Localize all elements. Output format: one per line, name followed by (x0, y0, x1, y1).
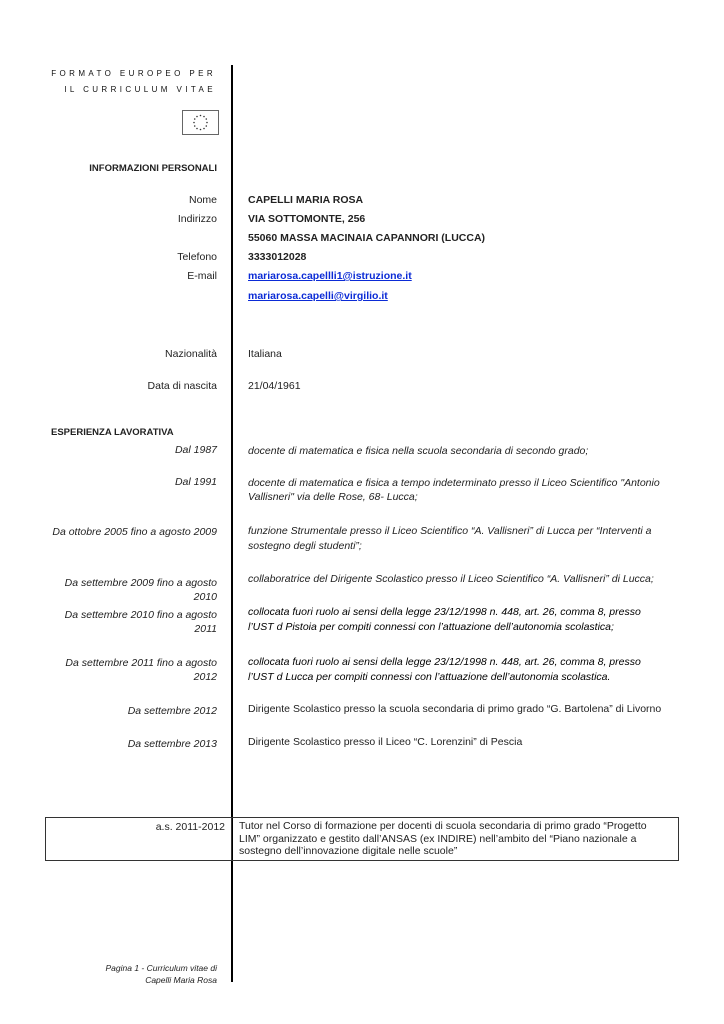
experience-text: collaboratrice del Dirigente Scolastico presso il Liceo Scientifico “A. Vallisneri” di Lucca; (248, 573, 654, 585)
name-label: Nome (188, 194, 217, 206)
phone-value: 3333012028 (248, 251, 307, 263)
experience-date: Dal 1991 (174, 476, 217, 488)
nationality-label: Nazionalità (165, 348, 217, 360)
experience-date: Da settembre 2011 fino a agosto 2012 (65, 657, 217, 683)
email-link-1[interactable]: mariarosa.capellli1@istruzione.it (248, 270, 412, 282)
experience-date: Da settembre 2012 (127, 705, 217, 717)
training-date: a.s. 2011-2012 (155, 821, 225, 833)
address-line1: VIA SOTTOMONTE, 256 (248, 213, 366, 225)
experience-text: docente di matematica e fisica nella scuola secondaria di secondo grado; (248, 445, 589, 457)
experience-text: docente di matematica e fisica a tempo indeterminato presso il Liceo Scientifico "Antonio Vallisneri" via delle Rose, 68- Lucca; (248, 477, 660, 503)
footer-line1: Pagina 1 - Curriculum vitae di (105, 963, 217, 973)
cv-title-line1: FORMATO EUROPEO PER (51, 69, 216, 78)
experience-date: Dal 1987 (174, 444, 217, 456)
experience-text: collocata fuori ruolo ai sensi della legge 23/12/1998 n. 448, art. 26, comma 8, presso l’UST d Lucca per compiti connessi con l’attuazione dell’autonomia scolastica. (248, 656, 641, 683)
phone-label: Telefono (177, 251, 217, 263)
footer-line2: Capelli Maria Rosa (145, 975, 217, 985)
experience-text: Dirigente Scolastico presso la scuola secondaria di primo grado “G. Bartolena” di Livorno (248, 703, 662, 715)
box-divider (231, 818, 232, 860)
name-value: CAPELLI MARIA ROSA (248, 194, 364, 206)
address-line2: 55060 MASSA MACINAIA CAPANNORI (LUCCA) (248, 232, 486, 244)
experience-text: collocata fuori ruolo ai sensi della legge 23/12/1998 n. 448, art. 26, comma 8, presso l’UST d Pistoia per compiti connessi con l’attuazione dell’autonomia scolastica; (248, 606, 641, 633)
section-personal-info: INFORMAZIONI PERSONALI (89, 163, 217, 174)
birth-value: 21/04/1961 (248, 380, 301, 392)
nationality-value: Italiana (248, 348, 282, 360)
training-text: Tutor nel Corso di formazione per docenti di scuola secondaria di primo grado “Progetto LIM” organizzato e gestito dall’ANSAS (ex INDIRE) nell’ambito del “Piano nazionale a sostegno dell’innovazione digitale nelle scuole” (239, 820, 647, 857)
experience-text: funzione Strumentale presso il Liceo Scientifico “A. Vallisneri” di Lucca per “Interventi a sostegno degli studenti”; (248, 525, 652, 552)
experience-date: Da settembre 2009 fino a agosto 2010 (64, 577, 217, 603)
training-entry-box (45, 817, 679, 861)
address-label: Indirizzo (177, 213, 217, 225)
page-footer (106, 962, 218, 986)
section-work-experience: ESPERIENZA LAVORATIVA (51, 427, 174, 438)
experience-date: Da settembre 2013 (127, 738, 217, 750)
experience-date: Da settembre 2010 fino a agosto 2011 (64, 609, 217, 635)
email-link-2[interactable]: mariarosa.capelli@virgilio.it (248, 290, 388, 302)
experience-date: Da ottobre 2005 fino a agosto 2009 (52, 526, 217, 538)
birth-label: Data di nascita (147, 380, 217, 392)
cv-title-line2: IL CURRICULUM VITAE (64, 85, 216, 94)
eu-flag-icon (182, 110, 219, 135)
email-label: E-mail (187, 270, 217, 282)
experience-text: Dirigente Scolastico presso il Liceo “C. Lorenzini” di Pescia (248, 736, 523, 748)
